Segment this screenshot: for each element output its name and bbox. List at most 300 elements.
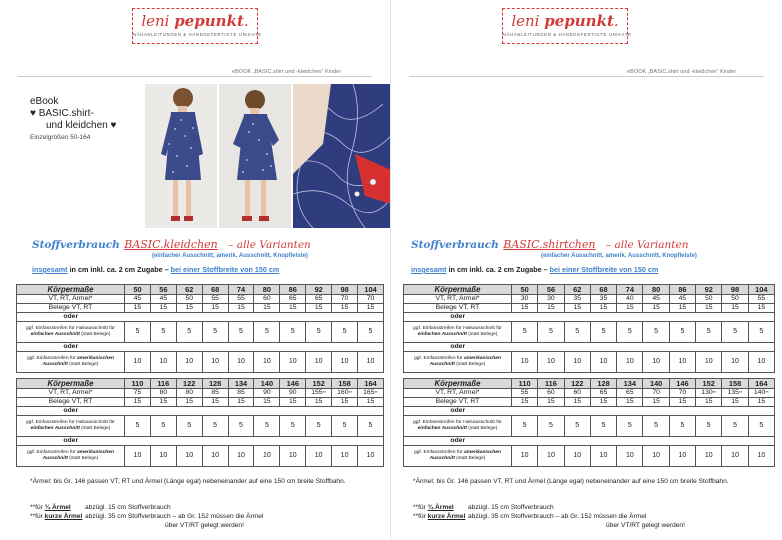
value-cell: 5 bbox=[617, 322, 643, 343]
value-cell: 10 bbox=[722, 446, 748, 467]
empty-cell bbox=[254, 313, 280, 322]
empty-cell bbox=[332, 313, 358, 322]
label-text: ggf. Einfassstreifen für Halsausschnitt für bbox=[26, 326, 115, 331]
value-cell: 5 bbox=[202, 322, 228, 343]
value-cell bbox=[538, 398, 564, 407]
size-header-cell: 116 bbox=[150, 379, 176, 389]
header-divider bbox=[409, 76, 764, 77]
value-cell bbox=[150, 389, 176, 398]
empty-cell bbox=[358, 437, 384, 446]
value-text: 85 bbox=[211, 389, 219, 396]
footnote-three-quarter-sleeve: **für ¾ Ärmel abzügl. 15 cm Stoffverbrauch bbox=[413, 504, 554, 511]
size-header-cell: 80 bbox=[643, 285, 669, 295]
value-cell bbox=[254, 389, 280, 398]
value-cell bbox=[590, 398, 616, 407]
value-cell bbox=[696, 295, 722, 304]
value-cell bbox=[176, 398, 202, 407]
value-text: 15 bbox=[547, 398, 555, 405]
value-text: 15 bbox=[731, 304, 739, 311]
value-text: 15 bbox=[314, 304, 323, 311]
row-facings bbox=[17, 398, 384, 407]
empty-cell bbox=[564, 437, 590, 446]
row-body-pieces bbox=[17, 295, 384, 304]
empty-cell bbox=[332, 437, 358, 446]
value-cell bbox=[280, 304, 306, 313]
size-header-cell: 134 bbox=[617, 379, 643, 389]
label-note: (statt Belege) bbox=[466, 332, 498, 337]
value-cell bbox=[748, 389, 774, 398]
empty-cell bbox=[150, 437, 176, 446]
size-header-cell: 152 bbox=[696, 379, 722, 389]
empty-cell bbox=[150, 313, 176, 322]
oder-cell: oder bbox=[404, 313, 512, 322]
title-product: BASIC.shirtchen bbox=[503, 238, 596, 251]
label-emphasis: einfachen Ausschnitt bbox=[417, 332, 467, 337]
empty-cell bbox=[202, 407, 228, 416]
value-text: 70 bbox=[678, 389, 687, 396]
value-text: 55 bbox=[520, 389, 529, 396]
value-cell: 10 bbox=[617, 446, 643, 467]
empty-cell bbox=[512, 437, 538, 446]
value-text: 15 bbox=[289, 398, 297, 405]
label-emphasis: einfachen Ausschnitt bbox=[30, 426, 80, 431]
size-header-cell: 128 bbox=[202, 379, 228, 389]
label-text: ggf. Einfassstreifen für Halsausschnitt für bbox=[26, 420, 115, 425]
value-cell bbox=[150, 295, 176, 304]
row-label-cell: VT, RT, Ärmel* bbox=[17, 389, 125, 398]
value-cell: 5 bbox=[150, 416, 176, 437]
value-cell bbox=[358, 304, 384, 313]
row-label-cell: Belege VT, RT bbox=[404, 398, 512, 407]
size-header-cell: 104 bbox=[358, 285, 384, 295]
oder-separator-row bbox=[404, 343, 775, 352]
empty-cell bbox=[254, 343, 280, 352]
oder-separator-row bbox=[404, 437, 775, 446]
value-text: 130 bbox=[701, 389, 713, 396]
oder-separator-row bbox=[17, 437, 384, 446]
oder-separator-row bbox=[404, 407, 775, 416]
value-text: 15 bbox=[678, 398, 687, 405]
title-product: BASIC.kleidchen bbox=[124, 238, 218, 251]
value-cell: 5 bbox=[280, 416, 306, 437]
size-header-cell: 50 bbox=[125, 285, 151, 295]
value-text: 15 bbox=[366, 304, 375, 311]
empty-cell bbox=[590, 313, 616, 322]
empty-cell bbox=[643, 313, 669, 322]
empty-cell bbox=[176, 437, 202, 446]
value-cell bbox=[512, 295, 538, 304]
value-cell bbox=[358, 295, 384, 304]
value-cell: 10 bbox=[696, 446, 722, 467]
value-cell bbox=[748, 304, 774, 313]
value-cell: 10 bbox=[564, 352, 590, 373]
empty-cell bbox=[306, 343, 332, 352]
value-text: 15 bbox=[626, 398, 634, 405]
value-text: 75 bbox=[133, 389, 142, 396]
row-binding-american-neckline bbox=[17, 352, 384, 373]
brand-logo bbox=[132, 8, 262, 44]
value-cell: 5 bbox=[696, 416, 722, 437]
value-cell bbox=[669, 295, 695, 304]
empty-cell bbox=[590, 437, 616, 446]
row-label-cell bbox=[17, 446, 125, 467]
empty-cell bbox=[202, 437, 228, 446]
value-cell: 10 bbox=[125, 446, 151, 467]
value-text: 15 bbox=[520, 398, 529, 405]
value-cell bbox=[722, 389, 748, 398]
logo-subtitle: NÄHANLEITUNGEN & HANDGEFERTIGTE UNIKATE bbox=[133, 32, 262, 37]
value-cell: 5 bbox=[643, 322, 669, 343]
empty-cell bbox=[748, 437, 774, 446]
value-cell: 10 bbox=[358, 446, 384, 467]
ebook-title-block bbox=[30, 96, 140, 142]
size-header-cell: 116 bbox=[538, 379, 564, 389]
empty-cell bbox=[538, 313, 564, 322]
label-text: ggf. Einfassstreifen für Halsausschnitt für bbox=[413, 420, 502, 425]
value-text: 45 bbox=[678, 295, 687, 302]
sleeve-note: *Ärmel: bis Gr. 146 passen VT, RT und Ärmel (Länge egal) nebeneinander auf eine 150 cm breite Stoffbahn. bbox=[413, 478, 729, 485]
header-label-cell: Körpermaße bbox=[17, 285, 125, 295]
row-body-pieces bbox=[404, 389, 775, 398]
oder-cell: oder bbox=[17, 437, 125, 446]
size-header-cell: 50 bbox=[512, 285, 538, 295]
oder-separator-row bbox=[404, 313, 775, 322]
title-stoffverbrauch: Stoffverbrauch bbox=[32, 239, 120, 251]
value-cell: 5 bbox=[332, 322, 358, 343]
header-divider bbox=[18, 76, 372, 77]
value-cell: 10 bbox=[228, 352, 254, 373]
size-header-cell: 158 bbox=[722, 379, 748, 389]
value-cell bbox=[617, 389, 643, 398]
value-cell bbox=[564, 398, 590, 407]
value-text: 65 bbox=[289, 295, 297, 302]
section-subtitle: (einfacher Ausschnitt, amerik. Ausschnitt, Knopfleiste) bbox=[152, 253, 308, 259]
value-cell bbox=[306, 304, 332, 313]
label-emphasis: amerikanischen Ausschnitt bbox=[429, 356, 501, 367]
oder-separator-row bbox=[17, 407, 384, 416]
value-cell bbox=[538, 295, 564, 304]
value-cell: 10 bbox=[306, 352, 332, 373]
value-text: 50 bbox=[731, 295, 739, 302]
row-body-pieces bbox=[404, 295, 775, 304]
value-text: 15 bbox=[678, 304, 687, 311]
value-cell bbox=[228, 295, 254, 304]
value-cell: 5 bbox=[564, 322, 590, 343]
value-cell bbox=[228, 398, 254, 407]
value-cell: 10 bbox=[669, 352, 695, 373]
footnote-three-quarter-sleeve: **für ¾ Ärmel abzügl. 15 cm Stoffverbrauch bbox=[30, 504, 171, 511]
value-cell bbox=[125, 295, 151, 304]
label-note: (statt Belege) bbox=[79, 332, 111, 337]
value-cell: 10 bbox=[538, 446, 564, 467]
value-cell bbox=[358, 389, 384, 398]
ebook-line-2: ♥ BASIC.shirt- bbox=[30, 108, 94, 119]
empty-cell bbox=[512, 313, 538, 322]
table-header-row bbox=[404, 285, 775, 295]
value-cell: 5 bbox=[590, 416, 616, 437]
size-header-cell: 152 bbox=[306, 379, 332, 389]
intro-line: insgesamt in cm inkl. ca. 2 cm Zugabe – bei einer Stoffbreite von 150 cm bbox=[32, 265, 280, 274]
size-header-cell: 98 bbox=[722, 285, 748, 295]
label-note: (statt Belege) bbox=[454, 456, 486, 461]
empty-cell bbox=[696, 313, 722, 322]
empty-cell bbox=[512, 407, 538, 416]
row-label-cell bbox=[404, 446, 512, 467]
footnote-continuation: über VT/RT gelegt werden! bbox=[165, 522, 244, 529]
size-header-cell: 140 bbox=[254, 379, 280, 389]
row-label-cell bbox=[404, 322, 512, 343]
value-cell bbox=[696, 389, 722, 398]
empty-cell bbox=[617, 343, 643, 352]
oder-cell: oder bbox=[404, 343, 512, 352]
value-cell bbox=[202, 295, 228, 304]
value-text: 30 bbox=[547, 295, 555, 302]
oder-cell: oder bbox=[17, 313, 125, 322]
oder-cell: oder bbox=[17, 343, 125, 352]
value-cell bbox=[512, 304, 538, 313]
value-cell bbox=[306, 389, 332, 398]
value-text: 15 bbox=[289, 304, 297, 311]
oder-separator-row bbox=[17, 343, 384, 352]
value-text: 15 bbox=[237, 398, 245, 405]
size-header-cell: 134 bbox=[228, 379, 254, 389]
empty-cell bbox=[254, 437, 280, 446]
value-text: 15 bbox=[159, 304, 168, 311]
value-text: 45 bbox=[133, 295, 142, 302]
value-cell: 5 bbox=[254, 416, 280, 437]
value-text: 50 bbox=[185, 295, 193, 302]
value-cell: 5 bbox=[617, 416, 643, 437]
empty-cell bbox=[125, 313, 151, 322]
value-cell: 5 bbox=[748, 322, 774, 343]
size-header-cell: 92 bbox=[696, 285, 722, 295]
empty-cell bbox=[643, 437, 669, 446]
label-emphasis: amerikanischen Ausschnitt bbox=[429, 450, 501, 461]
value-cell bbox=[538, 389, 564, 398]
row-binding-simple-neckline bbox=[404, 322, 775, 343]
value-cell: 10 bbox=[617, 352, 643, 373]
value-cell: 5 bbox=[512, 416, 538, 437]
empty-cell bbox=[202, 343, 228, 352]
value-text: 15 bbox=[757, 304, 766, 311]
ebook-line-1: eBook bbox=[30, 96, 59, 107]
empty-cell bbox=[280, 313, 306, 322]
value-cell: 5 bbox=[564, 416, 590, 437]
value-text: 65 bbox=[599, 389, 608, 396]
title-variants: – alle Varianten bbox=[228, 239, 311, 251]
value-text: 60 bbox=[263, 295, 271, 302]
value-text: 55 bbox=[211, 295, 219, 302]
value-text: 15 bbox=[185, 304, 193, 311]
row-binding-simple-neckline bbox=[404, 416, 775, 437]
value-text: 140 bbox=[753, 389, 766, 396]
size-header-cell: 122 bbox=[176, 379, 202, 389]
fabric-table-small-sizes bbox=[403, 284, 775, 373]
value-cell bbox=[254, 295, 280, 304]
value-text: 15 bbox=[159, 398, 168, 405]
empty-cell bbox=[748, 343, 774, 352]
value-cell bbox=[125, 398, 151, 407]
value-cell: 5 bbox=[669, 322, 695, 343]
size-header-cell: 74 bbox=[228, 285, 254, 295]
brand-logo bbox=[502, 8, 632, 44]
label-emphasis: amerikanischen Ausschnitt bbox=[42, 356, 114, 367]
empty-cell bbox=[722, 313, 748, 322]
size-header-cell: 140 bbox=[643, 379, 669, 389]
value-cell bbox=[696, 304, 722, 313]
value-cell bbox=[564, 295, 590, 304]
value-cell bbox=[590, 304, 616, 313]
value-cell: 5 bbox=[748, 416, 774, 437]
value-text: 15 bbox=[599, 398, 608, 405]
value-cell bbox=[538, 304, 564, 313]
value-cell bbox=[669, 398, 695, 407]
oder-cell: oder bbox=[404, 407, 512, 416]
label-note: (statt Belege) bbox=[67, 362, 99, 367]
size-header-cell: 128 bbox=[590, 379, 616, 389]
value-cell: 5 bbox=[176, 322, 202, 343]
value-cell: 5 bbox=[280, 322, 306, 343]
empty-cell bbox=[176, 407, 202, 416]
empty-cell bbox=[125, 407, 151, 416]
value-cell bbox=[669, 304, 695, 313]
size-header-cell: 68 bbox=[202, 285, 228, 295]
value-cell bbox=[722, 398, 748, 407]
row-binding-simple-neckline bbox=[17, 416, 384, 437]
fabric-table-large-sizes bbox=[403, 378, 775, 467]
label-emphasis: amerikanischen Ausschnitt bbox=[42, 450, 114, 461]
footnote-mark: ** bbox=[738, 390, 743, 395]
value-cell: 5 bbox=[696, 322, 722, 343]
value-text: 15 bbox=[211, 398, 219, 405]
right-page bbox=[391, 0, 782, 540]
value-cell: 10 bbox=[280, 446, 306, 467]
value-text: 15 bbox=[626, 304, 634, 311]
header-label-cell: Körpermaße bbox=[404, 379, 512, 389]
size-header-cell: 146 bbox=[669, 379, 695, 389]
oder-separator-row bbox=[17, 313, 384, 322]
footnote-mark: ** bbox=[348, 390, 352, 395]
value-cell: 5 bbox=[306, 416, 332, 437]
label-note: (statt Belege) bbox=[466, 426, 498, 431]
value-cell bbox=[669, 389, 695, 398]
value-cell bbox=[590, 295, 616, 304]
value-cell: 5 bbox=[538, 322, 564, 343]
value-text: 70 bbox=[652, 389, 660, 396]
value-text: 55 bbox=[757, 295, 766, 302]
size-header-cell: 74 bbox=[617, 285, 643, 295]
value-cell: 10 bbox=[590, 352, 616, 373]
footnote-mark: ** bbox=[322, 390, 327, 395]
empty-cell bbox=[125, 437, 151, 446]
empty-cell bbox=[696, 407, 722, 416]
empty-cell bbox=[150, 407, 176, 416]
value-text: 155 bbox=[311, 389, 323, 396]
row-binding-american-neckline bbox=[404, 446, 775, 467]
empty-cell bbox=[202, 313, 228, 322]
value-cell bbox=[202, 304, 228, 313]
value-cell bbox=[306, 398, 332, 407]
empty-cell bbox=[228, 407, 254, 416]
value-cell: 5 bbox=[590, 322, 616, 343]
value-text: 45 bbox=[159, 295, 168, 302]
value-cell bbox=[280, 295, 306, 304]
value-cell: 5 bbox=[358, 322, 384, 343]
value-cell bbox=[280, 389, 306, 398]
photo-collar-detail bbox=[293, 84, 391, 228]
section-title bbox=[32, 235, 311, 253]
value-text: 65 bbox=[314, 295, 323, 302]
value-cell: 5 bbox=[722, 322, 748, 343]
value-text: 15 bbox=[599, 304, 608, 311]
title-variants: – alle Varianten bbox=[605, 239, 689, 251]
size-header-cell: 164 bbox=[358, 379, 384, 389]
empty-cell bbox=[254, 407, 280, 416]
value-text: 15 bbox=[520, 304, 529, 311]
empty-cell bbox=[306, 313, 332, 322]
value-text: 15 bbox=[340, 398, 349, 405]
value-text: 15 bbox=[757, 398, 766, 405]
row-facings bbox=[17, 304, 384, 313]
product-photos bbox=[145, 84, 391, 228]
value-cell: 5 bbox=[358, 416, 384, 437]
row-binding-american-neckline bbox=[17, 446, 384, 467]
empty-cell bbox=[617, 407, 643, 416]
empty-cell bbox=[643, 343, 669, 352]
label-note: (statt Belege) bbox=[67, 456, 99, 461]
size-header-cell: 110 bbox=[125, 379, 151, 389]
empty-cell bbox=[358, 313, 384, 322]
section-subtitle: (einfacher Ausschnitt, amerik. Ausschnitt, Knopfleiste) bbox=[541, 253, 697, 259]
row-label-cell: Belege VT, RT bbox=[17, 398, 125, 407]
value-cell bbox=[332, 295, 358, 304]
value-text: 160 bbox=[337, 389, 349, 396]
value-cell: 5 bbox=[228, 416, 254, 437]
row-facings bbox=[404, 398, 775, 407]
size-header-cell: 56 bbox=[150, 285, 176, 295]
value-cell bbox=[643, 389, 669, 398]
empty-cell bbox=[280, 407, 306, 416]
empty-cell bbox=[617, 437, 643, 446]
size-header-cell: 164 bbox=[748, 379, 774, 389]
empty-cell bbox=[306, 407, 332, 416]
value-cell: 10 bbox=[696, 352, 722, 373]
value-cell: 10 bbox=[358, 352, 384, 373]
empty-cell bbox=[228, 437, 254, 446]
value-cell bbox=[358, 398, 384, 407]
value-cell: 10 bbox=[643, 446, 669, 467]
page-header-text: eBOOK „BASIC.shirt und -kleidchen“ Kinder bbox=[232, 69, 342, 75]
empty-cell bbox=[176, 343, 202, 352]
empty-cell bbox=[332, 407, 358, 416]
value-cell bbox=[202, 398, 228, 407]
row-label-cell: VT, RT, Ärmel* bbox=[404, 295, 512, 304]
value-text: 55 bbox=[237, 295, 245, 302]
photo-girl-dress-pose bbox=[219, 84, 291, 228]
value-cell bbox=[512, 398, 538, 407]
value-cell bbox=[332, 304, 358, 313]
row-label-cell: Belege VT, RT bbox=[404, 304, 512, 313]
value-cell: 10 bbox=[538, 352, 564, 373]
sleeve-note: *Ärmel: bis Gr. 146 passen VT, RT und Ärmel (Länge egal) nebeneinander auf eine 150 cm breite Stoffbahn. bbox=[30, 478, 346, 485]
label-text: ggf. Einfassstreifen für bbox=[26, 450, 78, 455]
value-cell: 10 bbox=[176, 446, 202, 467]
value-cell: 5 bbox=[643, 416, 669, 437]
row-label-cell bbox=[17, 416, 125, 437]
value-cell: 10 bbox=[722, 352, 748, 373]
value-text: 15 bbox=[704, 304, 713, 311]
empty-cell bbox=[358, 343, 384, 352]
